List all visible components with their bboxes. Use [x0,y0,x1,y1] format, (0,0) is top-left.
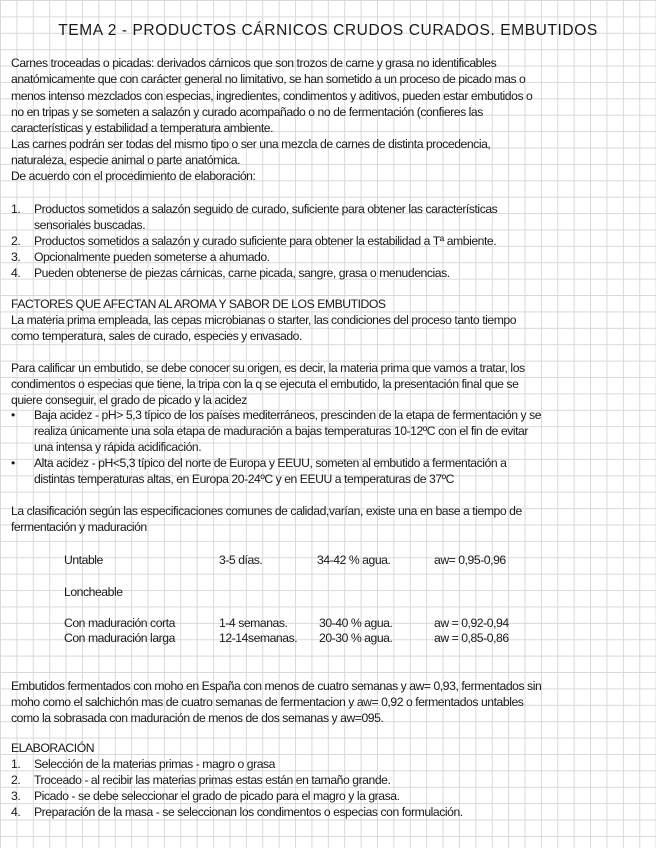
table-cell-name: Untable [64,553,103,567]
table-cell-name: Con maduración larga [64,631,175,645]
list-item: Preparación de la masa - se seleccionan los condimentos o especias con formulación. [34,805,463,819]
table-cell-aw: aw = 0,85-0,86 [434,631,509,645]
table-cell-name: Con maduración corta [64,616,175,630]
list-item: Troceado - al recibir las materias primas estas están en tamaño grande. [34,773,391,787]
list-number: 1. [11,757,21,771]
paragraph-line: condimentos o especias que tiene, la tripa con la q se ejecuta el embutido, la presentación final que se [11,377,519,391]
paragraph-line: como la sobrasada con maduración de menos de dos semanas y aw=095. [11,711,384,725]
bullet-marker: • [11,408,16,422]
intro-line: Las carnes podrán ser todas del mismo tipo o ser una mezcla de carnes de distinta procedencia, [11,137,491,151]
paragraph-line: Embutidos fermentados con moho en España con menos de cuatro semanas y aw= 0,93, fermentados sin [11,679,542,693]
intro-line: no en tripas y se someten a salazón y curado acompañado o no de fermentación (confieres las [11,105,483,119]
intro-line: características y estabilidad a temperatura ambiente. [11,121,274,135]
table-cell-name: Loncheable [64,585,123,599]
intro-line: De acuerdo con el procedimiento de elaboración: [11,169,256,183]
paragraph-line: Para calificar un embutido, se debe conocer su origen, es decir, la materia prima que vamos a tratar, los [11,361,525,375]
bullet-marker: • [11,456,16,470]
table-cell-time: 3-5 días. [219,553,263,567]
table-cell-aw: aw = 0,92-0,94 [434,616,509,630]
table-cell-water: 30-40 % agua. [319,616,393,630]
paragraph-line: La clasificación según las especificaciones comunes de calidad,varían, existe una en base a tiempo de [11,504,522,518]
section-heading: FACTORES QUE AFECTAN AL AROMA Y SABOR DE LOS EMBUTIDOS [11,297,386,311]
bullet-line: una intensa y rápida acidificación. [34,440,202,454]
list-number: 3. [11,789,21,803]
bullet-line: distintas temperaturas altas, en Europa 20-24ºC y en EEUU a temperaturas de 37ºC [34,472,455,486]
intro-line: naturaleza, especie animal o parte anatómica. [11,153,241,167]
list-item: Productos sometidos a salazón y curado suficiente para obtener la estabilidad a Tª ambiente. [34,234,497,248]
bullet-line: Baja acidez - pH> 5,3 típico de los países mediterráneos, prescinden de la etapa de fermentación y se [34,408,542,422]
table-cell-water: 34-42 % agua. [317,553,391,567]
paragraph-line: fermentación y maduración [11,520,147,534]
intro-line: anatómicamente que con carácter general no limitativo, se han sometido a un proceso de picado mas o [11,72,526,86]
list-number: 4. [11,805,21,819]
intro-line: Carnes troceadas o picadas: derivados cárnicos que son trozos de carne y grasa no identificables [11,56,497,70]
list-item: sensoriales buscadas. [34,218,146,232]
table-cell-time: 1-4 semanas. [219,616,288,630]
table-cell-aw: aw= 0,95-0,96 [434,553,506,567]
paragraph-line: La materia prima empleada, las cepas microbianas o starter, las condiciones del proceso tanto tiempo [11,313,517,327]
table-cell-water: 20-30 % agua. [319,631,393,645]
paragraph-line: como temperatura, sales de curado, especies y envasado. [11,329,302,343]
section-heading: ELABORACIÓN [11,741,95,755]
list-item: Pueden obtenerse de piezas cárnicas, carne picada, sangre, grasa o menudencias. [34,266,450,280]
list-item: Productos sometidos a salazón seguido de curado, suficiente para obtener las características [34,202,498,216]
list-number: 3. [11,250,21,264]
bullet-line: realiza únicamente una sola etapa de maduración a bajas temperaturas 10-12ºC con el fin de evitar [34,424,528,438]
list-item: Selección de la materias primas - magro o grasa [34,757,275,771]
list-number: 2. [11,234,21,248]
list-item: Opcionalmente pueden someterse a ahumado. [34,250,270,264]
list-item: Picado - se debe seleccionar el grado de picado para el magro y la grasa. [34,789,400,803]
paragraph-line: quiere conseguir, el grado de picado y la acidez [11,393,247,407]
paragraph-line: moho como el salchichón mas de cuatro semanas de fermentacion y aw= 0,92 o fermentados untables [11,695,524,709]
intro-line: menos intenso mezclados con especias, ingredientes, condimentos y aditivos, pueden estar embutidos o [11,89,533,103]
bullet-line: Alta acidez - pH<5,3 típico del norte de Europa y EEUU, someten al embutido a fermentación a [34,456,507,470]
list-number: 1. [11,202,21,216]
list-number: 4. [11,266,21,280]
page-title: TEMA 2 - PRODUCTOS CÁRNICOS CRUDOS CURADOS. EMBUTIDOS [58,22,598,39]
list-number: 2. [11,773,21,787]
table-cell-time: 12-14semanas. [219,631,298,645]
